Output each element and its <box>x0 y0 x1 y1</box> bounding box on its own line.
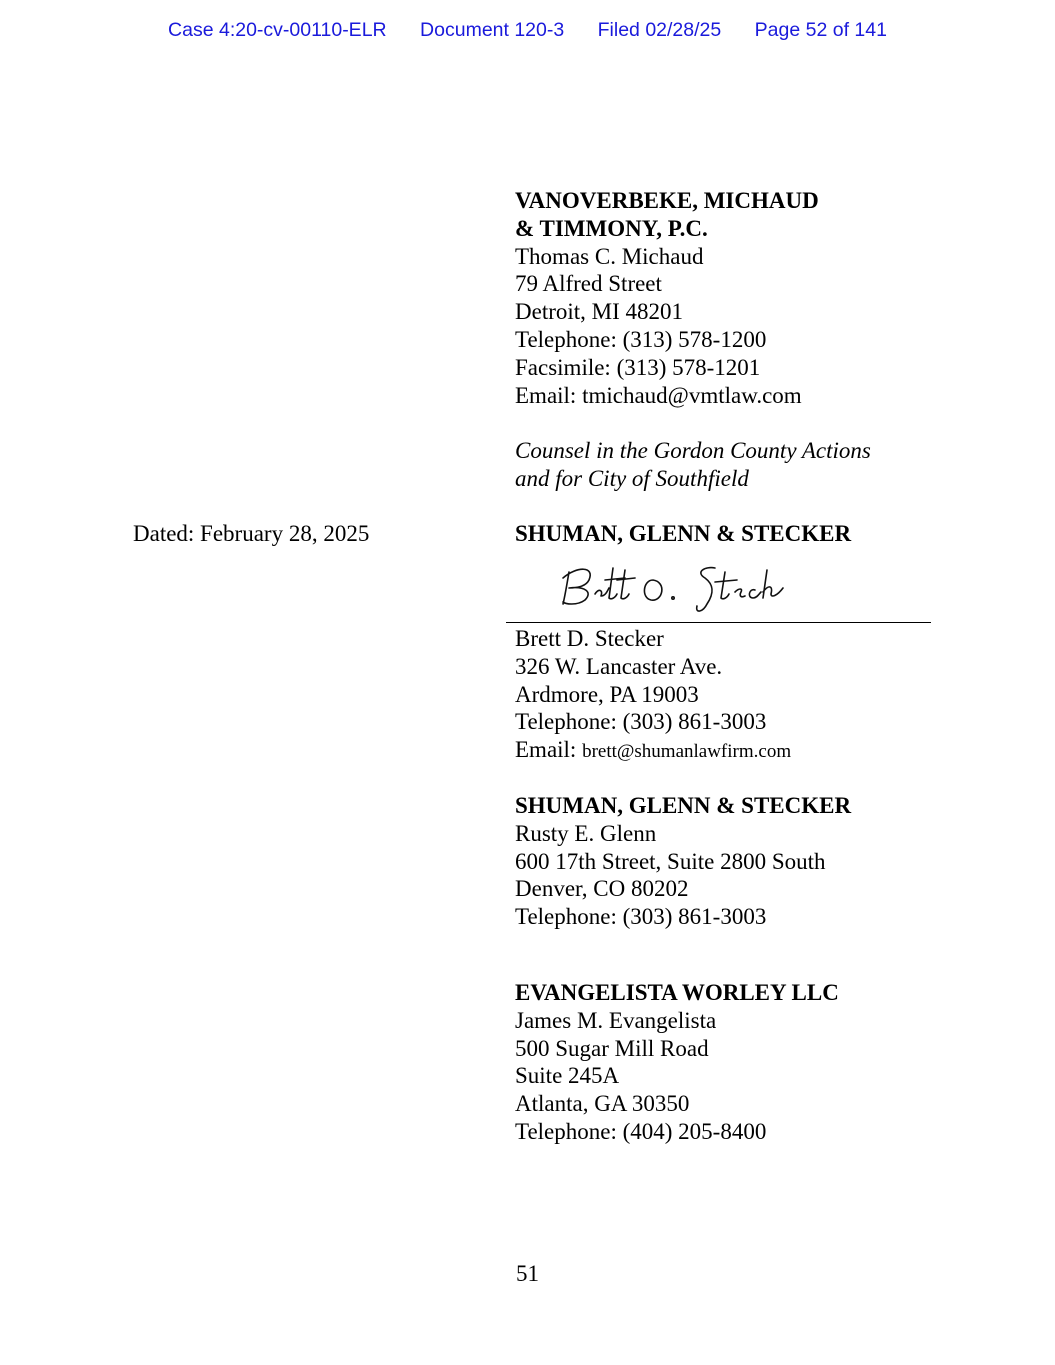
street-address: 326 W. Lancaster Ave. <box>515 653 723 679</box>
firm-name-line2: & TIMMONY, P.C. <box>515 215 708 241</box>
email: Email: tmichaud@vmtlaw.com <box>515 382 802 408</box>
header-document-number: Document 120-3 <box>420 19 565 41</box>
telephone: Telephone: (404) 205-8400 <box>515 1118 767 1144</box>
firm-name: SHUMAN, GLENN & STECKER <box>515 521 852 546</box>
suite: Suite 245A <box>515 1063 620 1089</box>
attorney-name: James M. Evangelista <box>515 1007 717 1033</box>
city-state-zip: Atlanta, GA 30350 <box>515 1091 690 1117</box>
email <box>515 736 791 766</box>
telephone: Telephone: (303) 861-3003 <box>515 904 767 930</box>
header-filed-date: Filed 02/28/25 <box>597 19 722 41</box>
telephone: Telephone: (313) 578-1200 <box>515 326 767 352</box>
city-state-zip: Denver, CO 80202 <box>515 876 689 902</box>
firm-name: EVANGELISTA WORLEY LLC <box>515 980 839 1005</box>
attorney-name: Thomas C. Michaud <box>515 243 704 269</box>
firm-name: SHUMAN, GLENN & STECKER <box>515 793 852 818</box>
handwritten-signature <box>555 558 800 618</box>
street-address: 79 Alfred Street <box>515 271 662 297</box>
counsel-role-line1: Counsel in the Gordon County Actions <box>515 438 871 464</box>
firm-name-line1: VANOVERBEKE, MICHAUD <box>515 188 819 213</box>
counsel-role-line2: and for City of Southfield <box>515 465 749 491</box>
dated-line: Dated: February 28, 2025 <box>133 521 370 546</box>
email-address: brett@shumanlawfirm.com <box>582 741 792 763</box>
counsel-block-glenn <box>515 792 851 931</box>
header-page-count: Page 52 of 141 <box>754 19 887 41</box>
street-address: 500 Sugar Mill Road <box>515 1035 709 1061</box>
counsel-block-vanoverbeke <box>515 187 871 493</box>
header-case-number: Case 4:20-cv-00110-ELR <box>168 19 387 41</box>
email-label: Email: <box>515 737 583 763</box>
counsel-block-stecker <box>515 625 791 766</box>
street-address: 600 17th Street, Suite 2800 South <box>515 848 826 874</box>
counsel-block-evangelista <box>515 979 839 1146</box>
page-number: 51 <box>516 1261 539 1286</box>
court-filing-header <box>0 19 1055 42</box>
signature-line <box>506 622 931 623</box>
counsel-block-shuman-firm-heading <box>515 520 851 548</box>
attorney-name: Rusty E. Glenn <box>515 820 657 846</box>
city-state-zip: Detroit, MI 48201 <box>515 299 684 325</box>
telephone: Telephone: (303) 861-3003 <box>515 709 767 735</box>
city-state-zip: Ardmore, PA 19003 <box>515 681 699 707</box>
facsimile: Facsimile: (313) 578-1201 <box>515 354 761 380</box>
attorney-name: Brett D. Stecker <box>515 626 664 651</box>
